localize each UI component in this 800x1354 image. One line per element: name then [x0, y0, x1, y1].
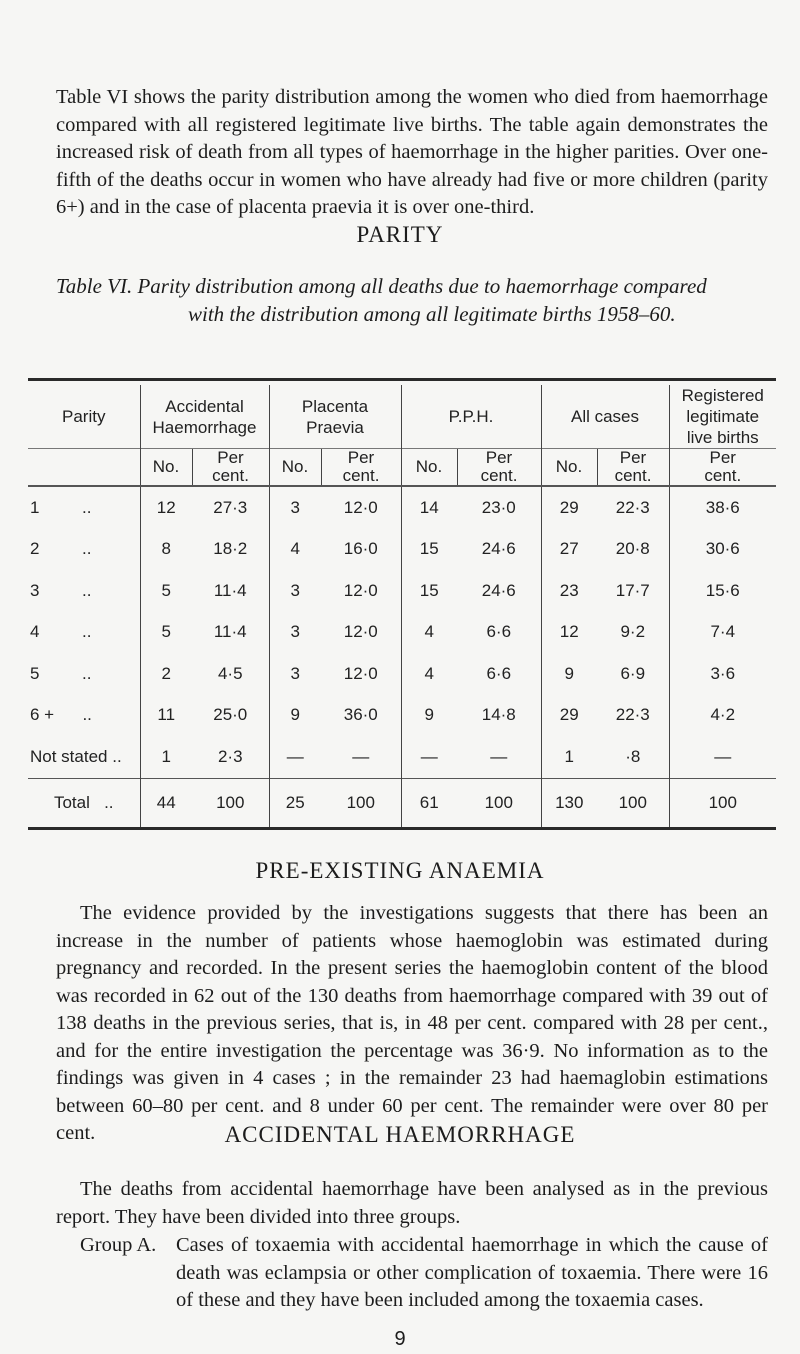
cell-all-no: 27 — [541, 529, 597, 571]
cell-ah-pc: 2·3 — [217, 746, 243, 766]
intro-paragraph: Table VI shows the parity distribution among the women who died from haemorrhage compared with all registered legitimate live births. The table again demonstrates the increased risk of death from all types of haemorrhage in the higher parities. Over one-fifth of the deaths occur in women who have already had five or more children (parity 6+) and in the case of placenta praevia it is over one-third. — [56, 86, 768, 218]
cell-pph-pc: 23·0 — [481, 497, 516, 517]
row-parity: 2 — [30, 539, 40, 559]
cell-pp-no: 3 — [269, 486, 321, 529]
cell-reg-pc: 30·6 — [669, 529, 776, 571]
cell-pp-pc: 12·0 — [343, 663, 378, 683]
cell-all-no: 29 — [541, 695, 597, 737]
header-accidental-haemorrhage — [140, 385, 269, 449]
cell-pph-pc: 14·8 — [481, 705, 516, 725]
total-pp-pc: 100 — [321, 778, 401, 827]
header-registered-births — [669, 385, 776, 449]
table-bottom-rule — [28, 827, 776, 830]
cell-ah-no: 5 — [140, 612, 192, 654]
table-row: 1 .. 12 27·3 3 12·0 14 23·0 29 22·3 38·6 — [28, 486, 776, 529]
cell-pp-no: 3 — [269, 653, 321, 695]
header-ah-line1: Accidental — [165, 396, 244, 416]
cell-all-no: 9 — [541, 653, 597, 695]
cell-pp-no: 3 — [269, 612, 321, 654]
cell-ah-pc: 11·4 — [213, 622, 247, 642]
table-caption-line1: Table VI. Parity distribution among all deaths due to haemorrhage compared — [56, 274, 707, 298]
header-parity: Parity — [62, 407, 106, 426]
cell-reg-pc: 3·6 — [669, 653, 776, 695]
total-pph-no: 61 — [401, 778, 457, 827]
cell-all-no: 29 — [541, 486, 597, 529]
cell-all-pc: 22·3 — [615, 497, 650, 517]
cell-all-pc: 22·3 — [615, 705, 650, 725]
row-parity: 1 — [30, 497, 40, 517]
heading-pre-existing-anaemia: PRE-EXISTING ANAEMIA — [255, 858, 545, 883]
cell-reg-pc: 4·2 — [669, 695, 776, 737]
total-pph-pc: 100 — [457, 778, 541, 827]
sub-no: No. — [541, 449, 597, 487]
cell-pph-pc: 6·6 — [486, 622, 512, 642]
cell-all-no: 1 — [541, 736, 597, 778]
cell-pp-no: 9 — [269, 695, 321, 737]
cell-pp-pc: 12·0 — [343, 622, 378, 642]
cell-pp-pc: 36·0 — [343, 705, 378, 725]
total-all-pc: 100 — [597, 778, 669, 827]
cell-all-no: 12 — [541, 612, 597, 654]
cell-pph-no: 4 — [401, 612, 457, 654]
cell-ah-pc: 11·4 — [213, 580, 247, 600]
table-row: 5 .. 2 4·5 3 12·0 4 6·6 9 6·9 3·6 — [28, 653, 776, 695]
row-parity: 5 — [30, 663, 40, 683]
group-a-block — [80, 1232, 768, 1315]
cell-all-pc: 17·7 — [615, 580, 650, 600]
group-a-label: Group A. — [80, 1234, 157, 1256]
row-parity: Not stated — [30, 746, 108, 766]
cell-pp-pc: 12·0 — [343, 497, 378, 517]
cell-pph-no: 9 — [401, 695, 457, 737]
header-reg-line3: live births — [686, 428, 759, 447]
row-parity: 3 — [30, 580, 40, 600]
total-ah-no: 44 — [140, 778, 192, 827]
cell-pph-pc: — — [490, 746, 508, 766]
cell-ah-no: 8 — [140, 529, 192, 571]
cell-pph-no: — — [401, 736, 457, 778]
header-pp-line2: Praevia — [306, 417, 364, 437]
sub-no: No. — [401, 449, 457, 487]
table-total-row: Total .. 44 100 25 100 61 100 130 100 100 — [28, 778, 776, 827]
sub-no: No. — [140, 449, 192, 487]
table-row: 3 .. 5 11·4 3 12·0 15 24·6 23 17·7 15·6 — [28, 570, 776, 612]
sub-per-cent: Per cent. — [669, 449, 776, 487]
total-pp-no: 25 — [269, 778, 321, 827]
cell-reg-pc: — — [669, 736, 776, 778]
cell-pph-pc: 24·6 — [481, 539, 516, 559]
cell-all-pc: 9·2 — [620, 622, 646, 642]
table-caption — [56, 272, 768, 328]
row-parity: 6 + — [30, 705, 55, 725]
cell-ah-pc: 18·2 — [213, 539, 248, 559]
cell-ah-pc: 4·5 — [217, 663, 243, 683]
sub-per-cent: Per cent. — [457, 449, 541, 487]
cell-pp-pc: 12·0 — [343, 580, 378, 600]
cell-ah-no: 5 — [140, 570, 192, 612]
total-ah-pc: 100 — [192, 778, 269, 827]
table-caption-line2: with the distribution among all legitimate births 1958–60. — [188, 302, 676, 326]
row-parity: 4 — [30, 622, 40, 642]
cell-pph-pc: 6·6 — [486, 663, 512, 683]
header-placenta-praevia — [269, 385, 401, 449]
group-a-text: Cases of toxaemia with accidental haemorrhage in which the cause of death was eclampsia or other complication of toxaemia. There were 16 of these and they have been included among the toxaemia cases. — [176, 1234, 768, 1311]
total-reg-pc: 100 — [669, 778, 776, 827]
cell-all-no: 23 — [541, 570, 597, 612]
header-all-cases: All cases — [541, 385, 669, 449]
sub-per-cent: Per cent. — [597, 449, 669, 487]
anaemia-paragraph: The evidence provided by the investigations suggests that there has been an increase in the number of patients whose haemoglobin was estimated during pregnancy and recorded. In the present series the haemoglobin content of the blood was recorded in 62 out of the 130 deaths from haemorrhage compared with 39 out of 138 deaths in the previous series, that is, in 48 per cent. compared with 28 per cent., and for the entire investigation the percentage was 36·9. No information as to the findings was given in 4 cases ; in the remainder 23 had haemaglobin estimations between 60–80 per cent. and 8 under 60 per cent. The remainder were over 80 per cent. — [56, 902, 768, 1144]
heading-accidental-haemorrhage: ACCIDENTAL HAEMORRHAGE — [224, 1122, 576, 1147]
cell-pp-no: 3 — [269, 570, 321, 612]
cell-ah-pc: 27·3 — [213, 497, 248, 517]
cell-pph-no: 15 — [401, 529, 457, 571]
parity-table — [28, 385, 776, 827]
cell-all-pc: 6·9 — [620, 663, 646, 683]
cell-pp-pc: 16·0 — [343, 539, 378, 559]
table-row: 6 + .. 11 25·0 9 36·0 9 14·8 29 22·3 4·2 — [28, 695, 776, 737]
cell-pp-pc: — — [352, 746, 370, 766]
cell-pph-no: 4 — [401, 653, 457, 695]
total-label: Total — [53, 792, 90, 812]
cell-pph-no: 15 — [401, 570, 457, 612]
sub-per-cent: Per cent. — [192, 449, 269, 487]
cell-all-pc: ·8 — [625, 746, 641, 766]
cell-reg-pc: 38·6 — [669, 486, 776, 529]
cell-ah-no: 1 — [140, 736, 192, 778]
cell-pph-pc: 24·6 — [481, 580, 516, 600]
cell-pph-no: 14 — [401, 486, 457, 529]
cell-reg-pc: 7·4 — [669, 612, 776, 654]
cell-ah-no: 12 — [140, 486, 192, 529]
cell-ah-no: 2 — [140, 653, 192, 695]
table-top-rule — [28, 378, 776, 381]
cell-pp-no: 4 — [269, 529, 321, 571]
header-reg-line2: legitimate — [686, 407, 760, 426]
header-row-groups — [28, 385, 776, 449]
header-pph: P.P.H. — [401, 385, 541, 449]
page-number: 9 — [394, 1328, 406, 1350]
cell-ah-pc: 25·0 — [213, 705, 248, 725]
cell-reg-pc: 15·6 — [669, 570, 776, 612]
header-ah-line2: Haemorrhage — [152, 417, 257, 437]
heading-parity: PARITY — [356, 222, 444, 247]
cell-pp-no: — — [269, 736, 321, 778]
header-row-units — [28, 449, 776, 487]
total-all-no: 130 — [541, 778, 597, 827]
sub-no: No. — [269, 449, 321, 487]
cell-all-pc: 20·8 — [615, 539, 650, 559]
header-reg-line1: Registered — [681, 386, 764, 405]
accidental-paragraph: The deaths from accidental haemorrhage have been analysed as in the previous report. They have been divided into three groups. — [56, 1178, 768, 1228]
table-row: 4 .. 5 11·4 3 12·0 4 6·6 12 9·2 7·4 — [28, 612, 776, 654]
header-pp-line1: Placenta — [301, 396, 369, 416]
table-row: 2 .. 8 18·2 4 16·0 15 24·6 27 20·8 30·6 — [28, 529, 776, 571]
table-row: Not stated .. 1 2·3 — — — — 1 ·8 — — [28, 736, 776, 778]
sub-per-cent: Per cent. — [321, 449, 401, 487]
cell-ah-no: 11 — [140, 695, 192, 737]
